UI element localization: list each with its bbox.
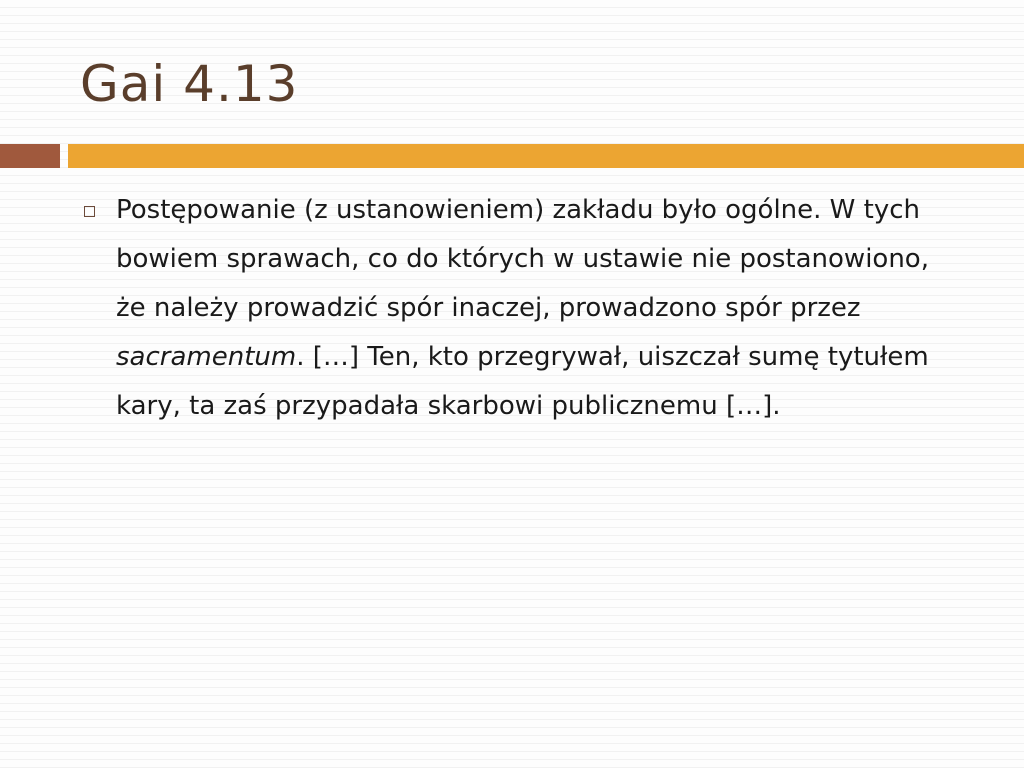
- slide-content: [84, 186, 964, 431]
- bullet-text-part2: . […] Ten, kto przegrywał, uiszczał sumę tytułem kary, ta zaś przypadała skarbowi publicznemu […].: [116, 342, 929, 421]
- accent-bar-left: [0, 144, 60, 168]
- bullet-item: [84, 186, 964, 431]
- slide-title: Gai 4.13: [80, 55, 299, 113]
- bullet-text-italic: sacramentum: [116, 342, 297, 372]
- hollow-square-bullet-icon: [84, 206, 95, 217]
- bullet-text-part1: Postępowanie (z ustanowieniem) zakładu było ogólne. W tych bowiem sprawach, co do których w ustawie nie postanowiono, że należy prowadzić spór inaczej, prowadzono spór przez: [116, 195, 929, 323]
- accent-bar-right: [68, 144, 1024, 168]
- bullet-text: [116, 186, 962, 431]
